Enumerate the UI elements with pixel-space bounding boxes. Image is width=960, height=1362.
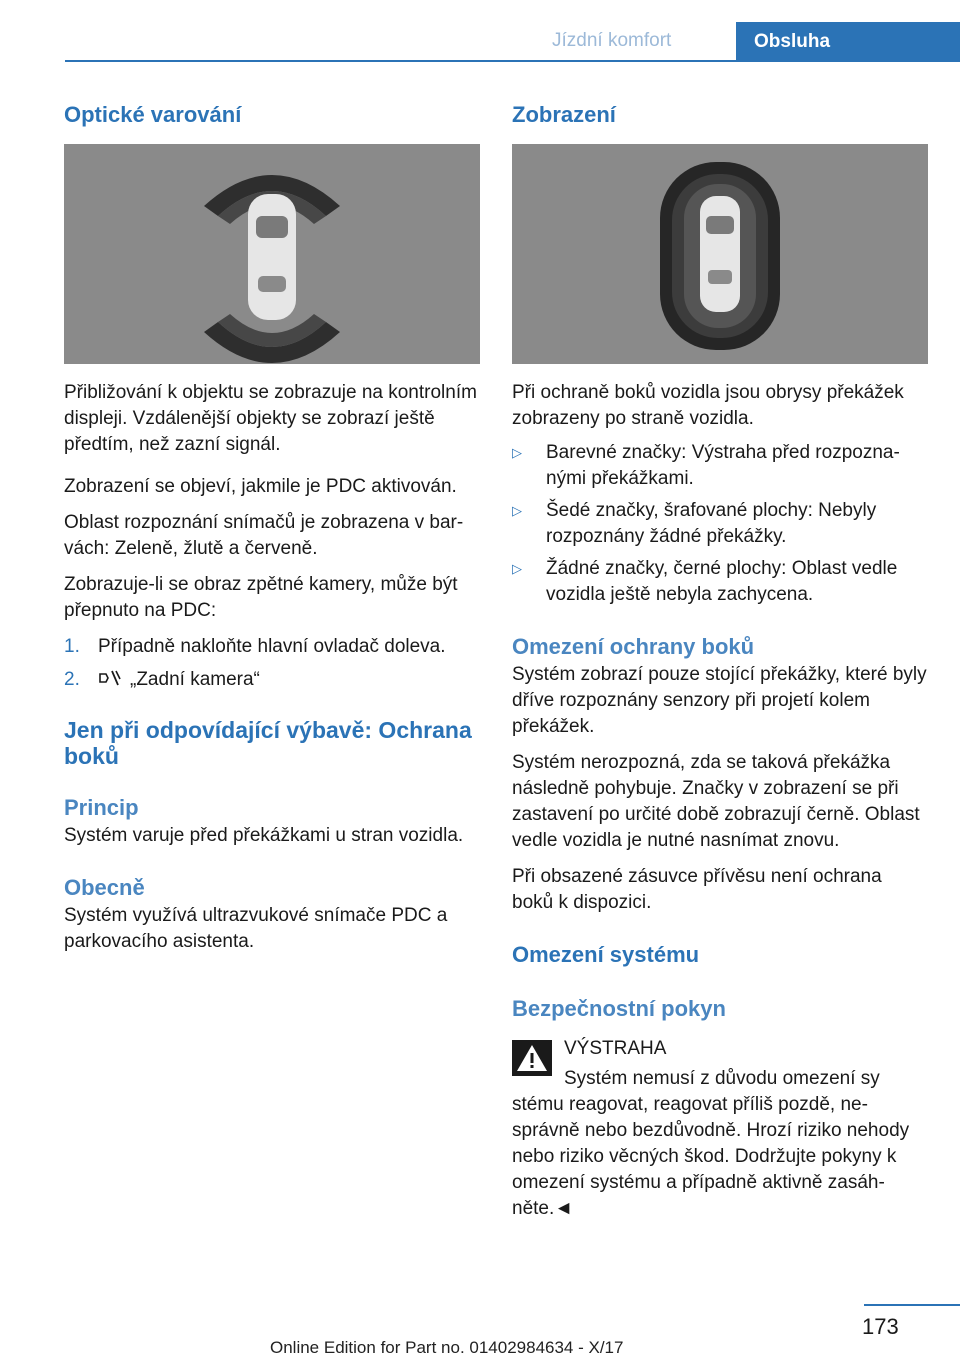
list-item [64,634,480,660]
warning-triangle-icon [512,1040,552,1076]
section-title-side-protection: Jen při odpovídající výbavě: Ochrana boků [64,717,472,769]
bullet-text: Šedé značky, šrafované plochy: Nebyly rozpoznány žádné překážky. [546,500,877,547]
edition-note: Online Edition for Part no. 01402984634 - X/17 [270,1338,624,1357]
warning-block [512,1036,928,1222]
paragraph: Zobrazení se objeví, jakmile je PDC aktivován. [64,476,457,497]
step-number: 1. [64,636,80,657]
paragraph: Systém varuje před překážkami u stran vozidla. [64,825,464,846]
step-number: 2. [64,669,80,690]
bullet-text: Barevné značky: Výstraha před rozpoznanými překážkami. [546,442,900,489]
figure-side-protection-display [512,144,928,364]
header-tab-section[interactable]: Jízdní komfort [552,30,672,51]
list-item [64,667,480,693]
figure-pdc-display [64,144,480,364]
warning-text: stému reagovat, reagovat příliš pozdě, nesprávně nebo bezdůvodně. Hrozí riziko nehody nebo riziko věcných škod. Dodržujte pokyny k omezení systému a případně aktivně zasáhněte.◄ [512,1094,910,1219]
list-item [512,440,928,492]
side-protection-illustration [512,144,928,364]
subsection-title-safety: Bezpečnostní pokyn [512,996,726,1021]
paragraph: Systém zobrazí pouze stojící překážky, které byly dříve rozpoznány senzory při projetí kolem překážek. [512,664,927,737]
pdc-illustration [64,144,480,364]
bullet-list [512,440,928,608]
subsection-title-general: Obecně [64,875,145,900]
list-item [512,556,928,608]
warning-text-first-line: Systém nemusí z důvodu omezení sy [564,1068,880,1089]
step-list [64,634,480,693]
section-title-display: Zobrazení [512,102,616,127]
paragraph: Při obsazené zásuvce přívěsu není ochrana boků k dispozici. [512,866,882,913]
step-text: Případně nakloňte hlavní ovladač doleva. [98,636,446,657]
paragraph: Přibližování k objektu se zobrazuje na kontrolním displeji. Vzdálenější objekty se zobrazí ještě předtím, než zazní signál. [64,382,477,455]
header-rule [65,60,960,62]
page-header [0,22,960,64]
subsection-title-limits: Omezení ochrany boků [512,634,755,659]
paragraph: Zobrazuje-li se obraz zpětné kamery, může být přepnuto na PDC: [64,574,458,621]
section-title-optical-warning: Optické varování [64,102,242,127]
subsection-title-principle: Princip [64,795,139,820]
list-item [512,498,928,550]
right-column [512,100,928,1222]
header-tab-active[interactable]: Obsluha [736,22,960,62]
bullet-text: Žádné značky, černé plochy: Oblast vedle vozidla ještě nebyla zachycena. [546,558,898,605]
camera-icon [98,669,122,687]
triangle-bullet-icon: ▷ [512,445,522,460]
paragraph: Systém nerozpozná, zda se taková překážka následně pohybuje. Značky v zobrazení se při zastavení po určité době zobrazují černě. Oblast vedle vozidla je nutné nasnímat znovu. [512,752,920,851]
step-text: „Zadní kamera“ [130,669,260,690]
paragraph: Systém využívá ultrazvukové snímače PDC a parkovacího asistenta. [64,905,448,952]
triangle-bullet-icon: ▷ [512,503,522,518]
warning-title: VÝSTRAHA [564,1038,667,1059]
triangle-bullet-icon: ▷ [512,561,522,576]
paragraph: Oblast rozpoznání snímačů je zobrazena v barvách: Zeleně, žlutě a červeně. [64,512,464,559]
footer-rule [864,1304,960,1306]
paragraph: Při ochraně boků vozidla jsou obrysy překážek zobrazeny po straně vozidla. [512,382,904,429]
section-title-system-limits: Omezení systému [512,942,700,967]
page-number: 173 [862,1314,899,1339]
left-column [64,100,480,955]
